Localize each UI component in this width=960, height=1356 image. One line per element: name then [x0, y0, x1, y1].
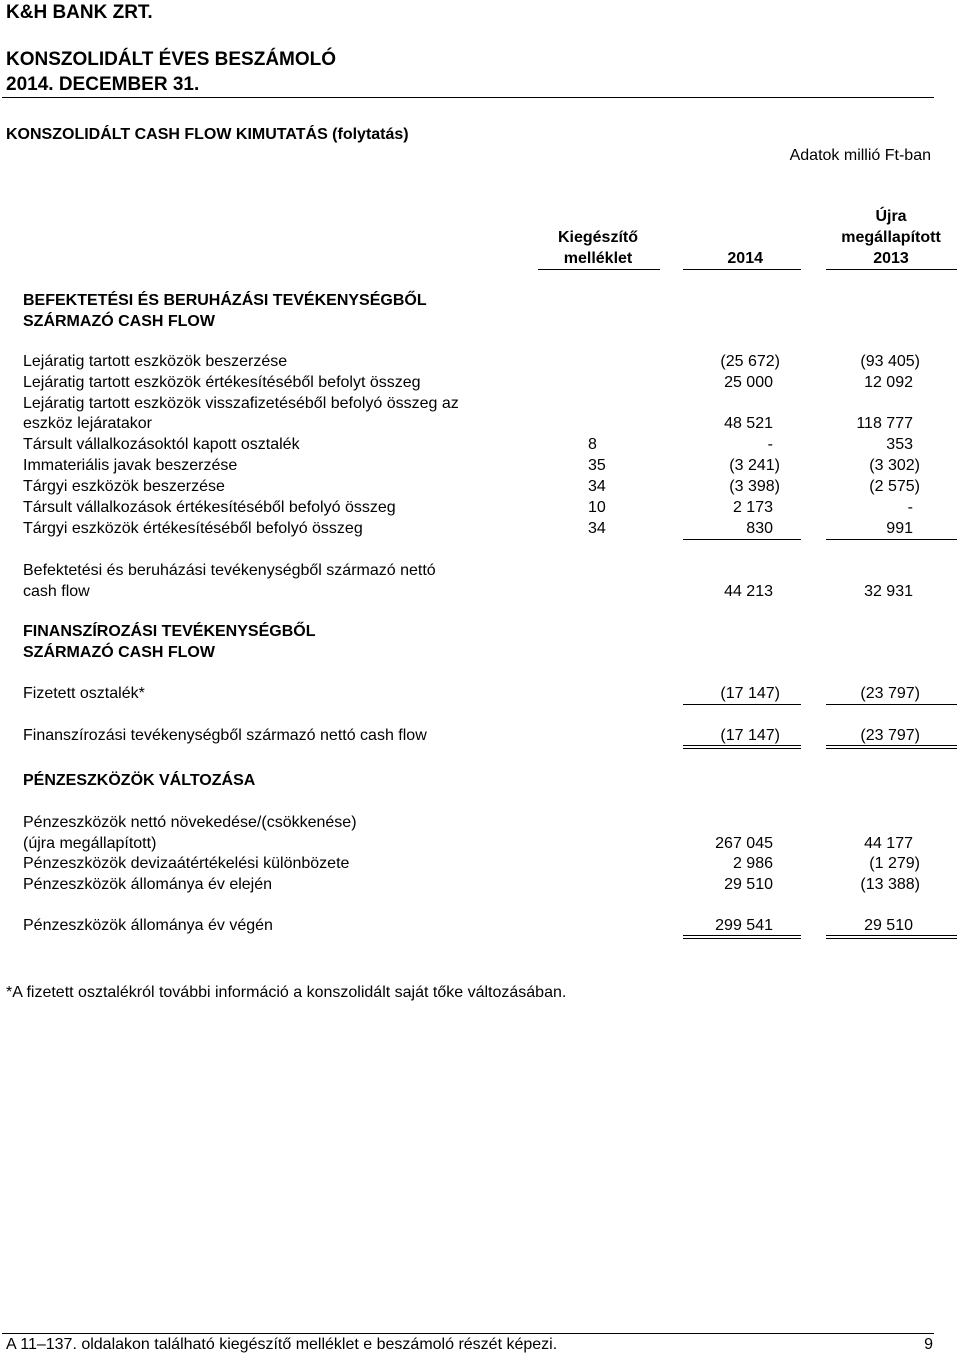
financing-net-label: Finanszírozási tevékenységből származó nettó cash flow [23, 727, 427, 744]
investing-row-label: Lejáratig tartott eszközök beszerzése [23, 353, 288, 370]
cash-change-row-2013: 44 177 [864, 835, 913, 852]
investing-row-2014: 2 173 [732, 499, 773, 516]
investing-row-label: eszköz lejáratakor [23, 415, 152, 432]
investing-row-2013: 118 777 [856, 415, 913, 432]
cash-change-heading: PÉNZESZKÖZÖK VÁLTOZÁSA [23, 772, 256, 789]
cash-change-row-2014: 29 510 [724, 876, 773, 893]
cash-change-row-label: Pénzeszközök állománya év elején [23, 876, 273, 893]
col-2014-rule [683, 269, 801, 270]
footer-text: A 11–137. oldalakon található kiegészítő melléklet e beszámoló részét képezi. [6, 1336, 558, 1353]
header-rule [2, 97, 934, 98]
investing-row-label: Tárgyi eszközök beszerzése [23, 478, 225, 495]
col-restated-line2: megállapított [841, 229, 941, 246]
investing-subtotal-rule-2013 [826, 539, 957, 540]
investing-row-note: 10 [588, 499, 606, 516]
investing-row-note: 34 [588, 478, 606, 495]
investing-row-2013: - [907, 499, 913, 516]
cash-change-row-2013: (1 279) [869, 855, 920, 872]
investing-heading-line1: BEFEKTETÉSI ÉS BERUHÁZÁSI TEVÉKENYSÉGBŐL [23, 292, 427, 309]
investing-row-2014: (25 672) [720, 353, 780, 370]
financing-net-double-rule-2013 [826, 745, 957, 749]
investing-row-note: 8 [588, 436, 597, 453]
investing-row-2014: (3 241) [729, 457, 780, 474]
cash-end-label: Pénzeszközök állománya év végén [23, 917, 273, 934]
cash-change-row-2014: 2 986 [732, 855, 773, 872]
dividend-2013: (23 797) [860, 685, 920, 702]
investing-row-2014: (3 398) [729, 478, 780, 495]
investing-net-2013: 32 931 [864, 583, 913, 600]
cash-end-2014: 299 541 [715, 917, 773, 934]
investing-row-note: 35 [588, 457, 606, 474]
investing-row-2014: 830 [746, 520, 773, 537]
col-note-rule [538, 269, 660, 270]
financing-net-2014: (17 147) [720, 727, 780, 744]
investing-net-label-line2: cash flow [23, 583, 90, 600]
financing-heading-line2: SZÁRMAZÓ CASH FLOW [23, 644, 215, 661]
col-note-line2: melléklet [563, 250, 633, 267]
cash-change-row-label: Pénzeszközök nettó növekedése/(csökkenése) [23, 814, 357, 831]
investing-row-label: Lejáratig tartott eszközök visszafizetéséből befolyó összeg az [23, 395, 459, 412]
report-title: KONSZOLIDÁLT ÉVES BESZÁMOLÓ [6, 49, 337, 70]
investing-row-label: Immateriális javak beszerzése [23, 457, 238, 474]
investing-row-2014: 25 000 [724, 374, 773, 391]
col-2014: 2014 [727, 250, 763, 267]
dividend-label: Fizetett osztalék* [23, 685, 145, 702]
col-2013-rule [826, 269, 957, 270]
investing-row-2013: (93 405) [860, 353, 920, 370]
financing-net-double-rule-2014 [683, 745, 801, 749]
investing-row-label: Társult vállalkozások értékesítéséből befolyó összeg [23, 499, 396, 516]
investing-net-label-line1: Befektetési és beruházási tevékenységből származó nettó [23, 562, 436, 579]
col-restated-line3: 2013 [873, 250, 909, 267]
statement-title: KONSZOLIDÁLT CASH FLOW KIMUTATÁS (folytatás) [6, 126, 409, 143]
cash-change-row-2013: (13 388) [860, 876, 920, 893]
investing-row-2014: - [767, 436, 773, 453]
investing-subtotal-rule-2014 [683, 539, 801, 540]
cash-change-row-label: Pénzeszközök devizaátértékelési különbözete [23, 855, 350, 872]
financing-heading-line1: FINANSZÍROZÁSI TEVÉKENYSÉGBŐL [23, 623, 316, 640]
col-note-line1: Kiegészítő [557, 229, 638, 246]
investing-row-label: Tárgyi eszközök értékesítéséből befolyó összeg [23, 520, 363, 537]
dividend-2014: (17 147) [720, 685, 780, 702]
cash-change-row-2014: 267 045 [715, 835, 773, 852]
investing-row-2013: (3 302) [869, 457, 920, 474]
cash-end-2013: 29 510 [864, 917, 913, 934]
units-note: Adatok millió Ft-ban [789, 147, 931, 164]
footer-rule [2, 1333, 934, 1334]
cash-end-double-rule-2014 [683, 935, 801, 939]
investing-row-label: Társult vállalkozásoktól kapott osztalék [23, 436, 300, 453]
investing-row-2013: 353 [886, 436, 913, 453]
investing-row-label: Lejáratig tartott eszközök értékesítéséből befolyt összeg [23, 374, 421, 391]
investing-row-2014: 48 521 [724, 415, 773, 432]
cash-change-row-label: (újra megállapított) [23, 835, 157, 852]
report-date: 2014. DECEMBER 31. [6, 74, 200, 95]
footnote: *A fizetett osztalékról további információ a konszolidált saját tőke változásában. [6, 984, 567, 1001]
investing-row-2013: (2 575) [869, 478, 920, 495]
investing-row-note: 34 [588, 520, 606, 537]
investing-row-2013: 991 [886, 520, 913, 537]
investing-net-2014: 44 213 [724, 583, 773, 600]
dividend-rule-2013 [826, 704, 957, 705]
financing-net-2013: (23 797) [860, 727, 920, 744]
dividend-rule-2014 [683, 704, 801, 705]
cash-end-double-rule-2013 [826, 935, 957, 939]
investing-row-2013: 12 092 [864, 374, 913, 391]
col-restated-line1: Újra [875, 208, 907, 225]
company-name: K&H BANK ZRT. [6, 2, 153, 23]
page-number: 9 [924, 1336, 933, 1353]
investing-heading-line2: SZÁRMAZÓ CASH FLOW [23, 313, 215, 330]
